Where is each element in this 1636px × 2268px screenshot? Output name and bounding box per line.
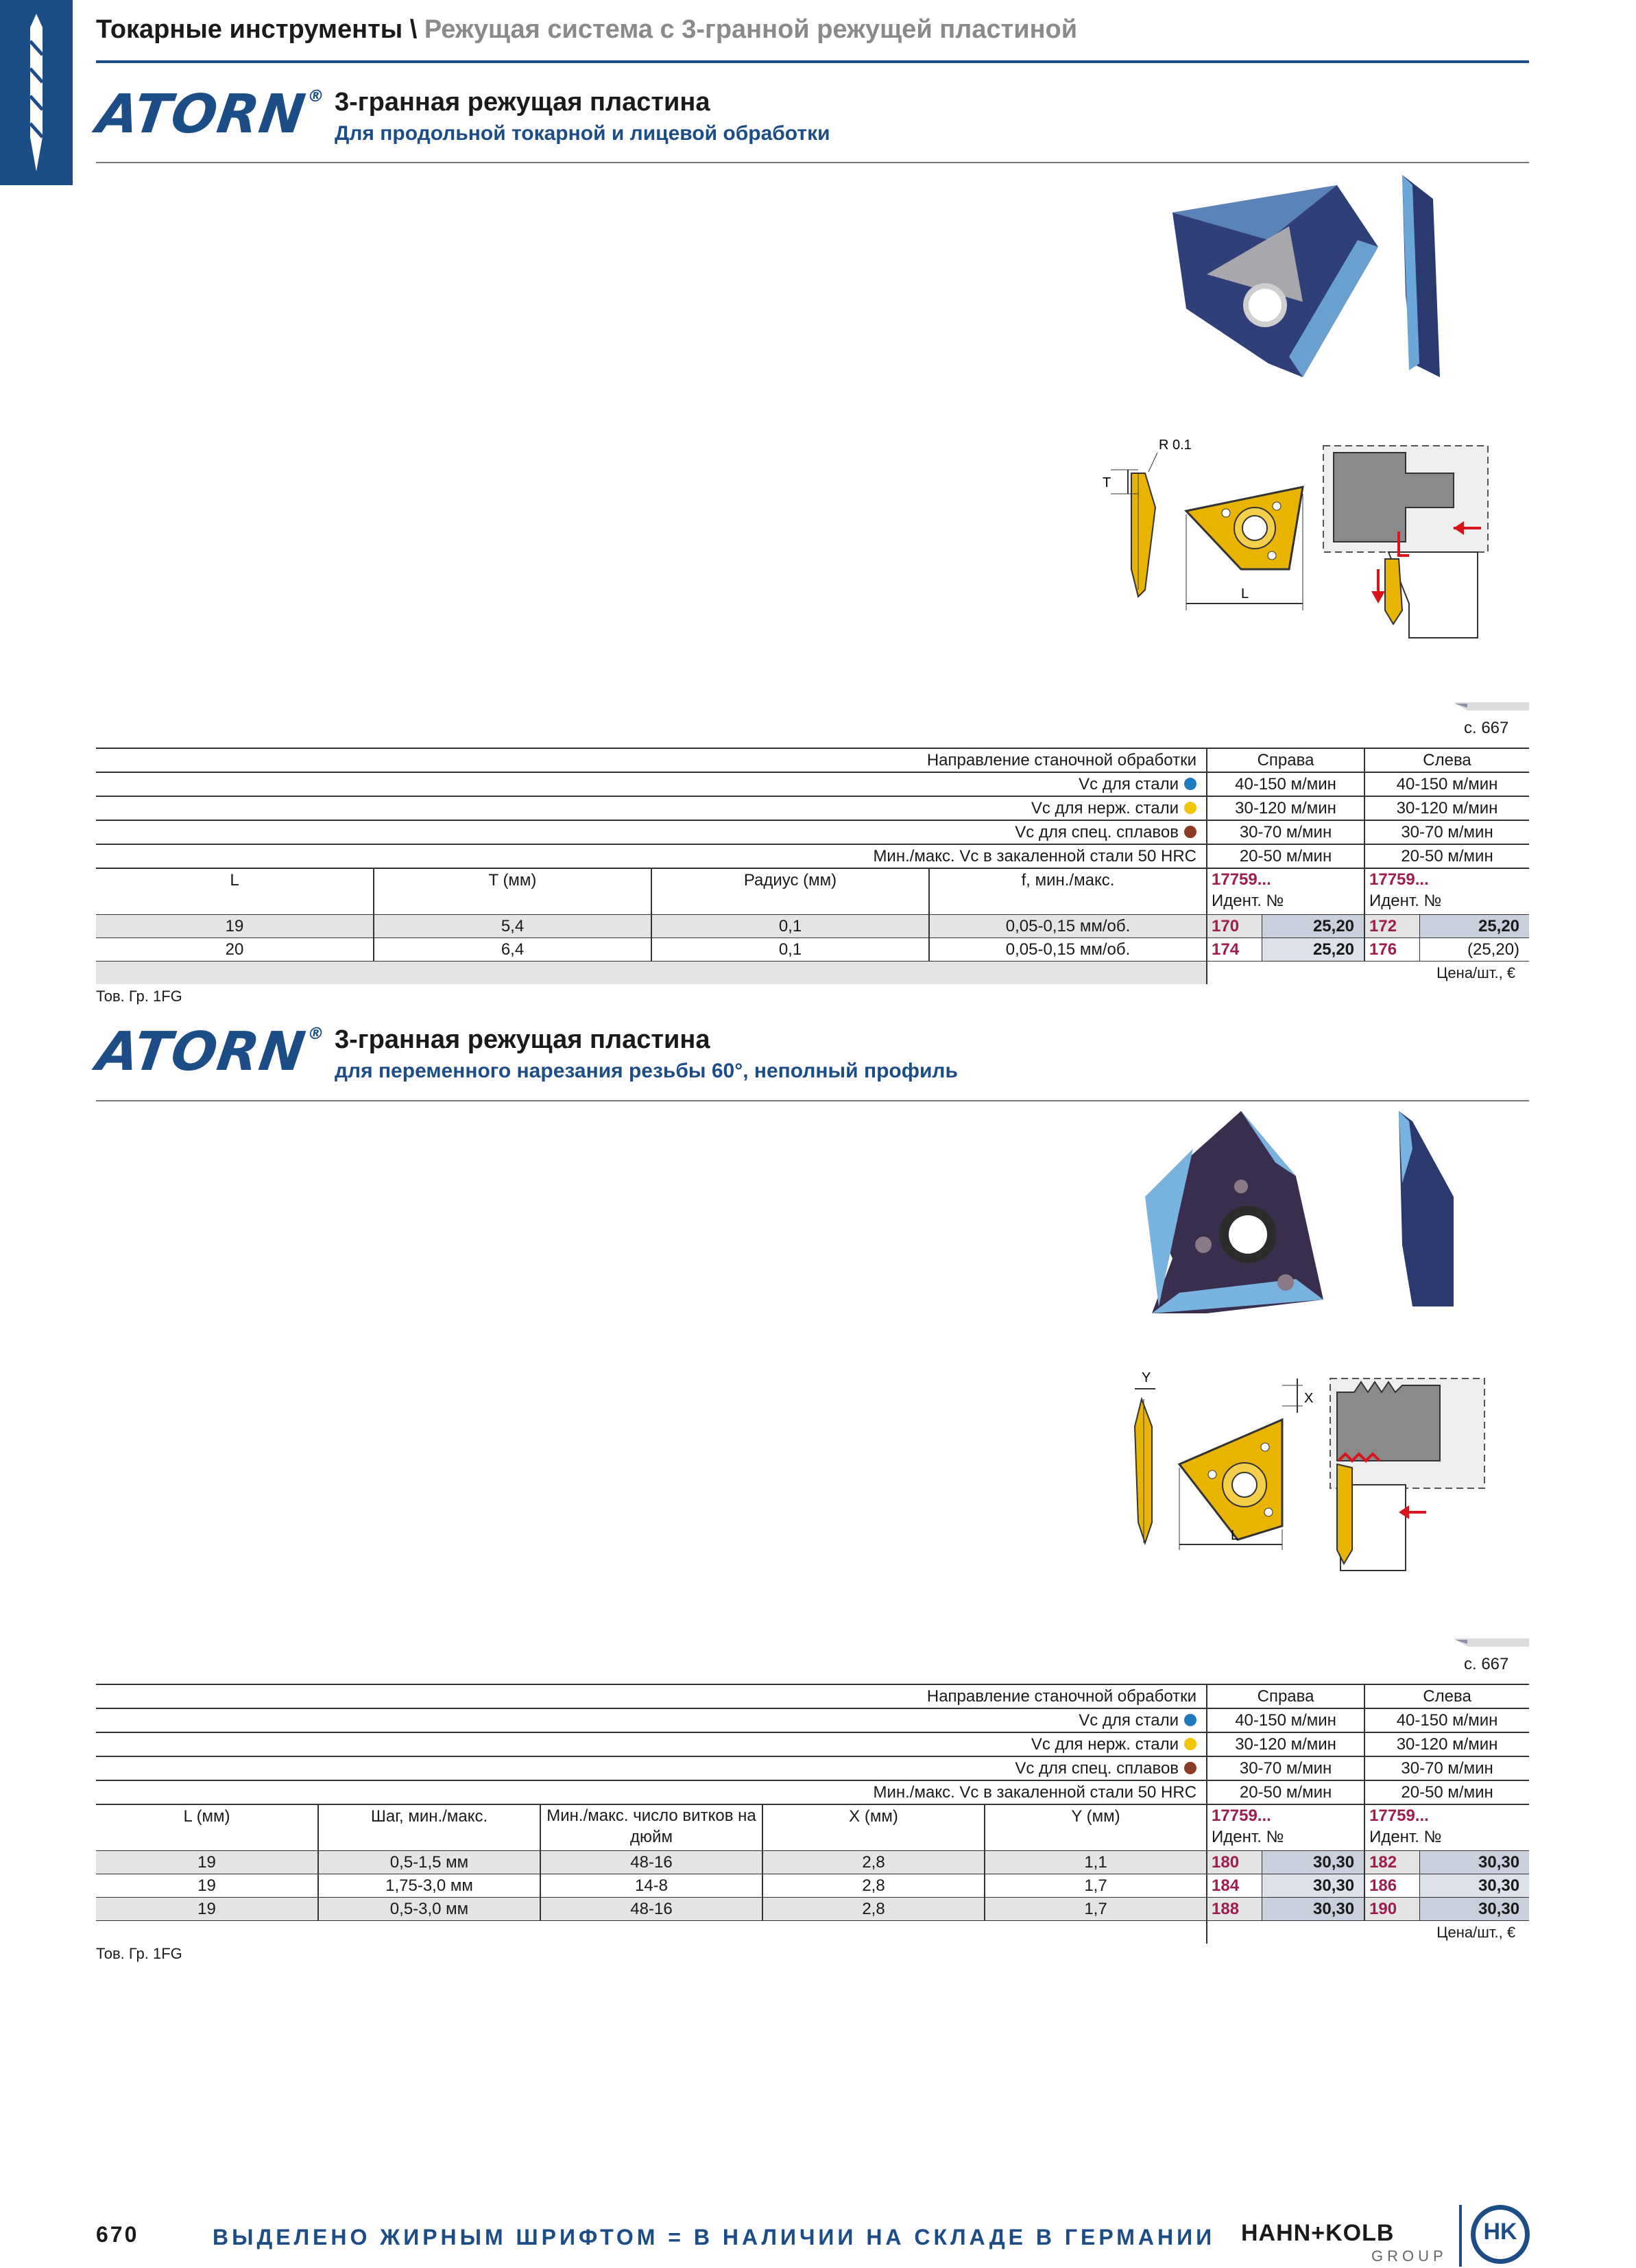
direction-row — [96, 1684, 1529, 1708]
table-cell: 2,8 — [762, 1898, 985, 1921]
condition-left: 30-120 м/мин — [1364, 796, 1529, 820]
table-cell: 48-16 — [540, 1898, 762, 1921]
section-rule — [96, 162, 1529, 163]
condition-right: 40-150 м/мин — [1207, 772, 1364, 796]
page-ref-icon — [1454, 700, 1529, 713]
table-cell: 0,05-0,15 мм/об. — [929, 938, 1207, 962]
column-header: T (мм) — [374, 868, 651, 915]
condition-row — [96, 820, 1529, 844]
company-name: HAHN+KOLB — [1241, 2220, 1395, 2246]
hk-emblem-icon — [1471, 2205, 1530, 2264]
condition-label: Vc для спец. сплавов — [1015, 823, 1179, 841]
right-id[interactable]: 174 — [1207, 938, 1262, 962]
product-group: Тов. Гр. 1FG — [96, 988, 182, 1005]
insert-diagram — [1097, 432, 1495, 652]
condition-row — [96, 844, 1529, 868]
left-id[interactable]: 176 — [1364, 938, 1419, 962]
id-label: Идент. № — [1212, 892, 1284, 910]
stainless-dot-icon — [1184, 802, 1196, 814]
right-id[interactable]: 170 — [1207, 915, 1262, 938]
table-cell: 2,8 — [762, 1851, 985, 1874]
id-prefix: 17759... — [1212, 870, 1271, 889]
left-price: (25,20) — [1419, 938, 1529, 962]
section-subtitle: для переменного нарезания резьбы 60°, неполный профиль — [335, 1060, 958, 1082]
table-cell: 1,7 — [985, 1874, 1207, 1898]
column-header: Шаг, мин./макс. — [318, 1804, 540, 1851]
left-price: 30,30 — [1419, 1898, 1529, 1921]
stainless-dot-icon — [1184, 1738, 1196, 1750]
condition-label: Vc для стали — [1079, 775, 1179, 793]
steel-dot-icon — [1184, 778, 1196, 790]
table-cell: 0,1 — [651, 915, 929, 938]
table-cell: 20 — [96, 938, 374, 962]
condition-left: 30-120 м/мин — [1364, 1732, 1529, 1756]
column-header: L — [96, 868, 374, 915]
thread-insert-diagram — [1097, 1365, 1495, 1598]
side-tab — [0, 0, 73, 185]
table-cell: 0,5-3,0 мм — [318, 1898, 540, 1921]
condition-right: 30-70 м/мин — [1207, 820, 1364, 844]
dim-x-label: X — [1304, 1391, 1314, 1406]
column-header: L (мм) — [96, 1804, 318, 1851]
page-number: 670 — [96, 2222, 139, 2247]
table-cell: 19 — [96, 1851, 318, 1874]
table-cell: 19 — [96, 1898, 318, 1921]
section-title: 3-гранная режущая пластина — [335, 1025, 710, 1054]
condition-right: 40-150 м/мин — [1207, 1708, 1364, 1732]
id-prefix: 17759... — [1369, 1806, 1429, 1825]
right-price: 30,30 — [1262, 1898, 1364, 1921]
page-ref-icon — [1454, 1636, 1529, 1649]
id-label: Идент. № — [1369, 892, 1442, 910]
direction-row — [96, 748, 1529, 772]
table-row — [96, 1851, 1529, 1874]
company-group: GROUP — [1371, 2247, 1447, 2265]
steel-dot-icon — [1184, 1714, 1196, 1726]
column-header: Y (мм) — [985, 1804, 1207, 1851]
condition-label: Мин./макс. Vc в закаленной стали 50 HRC — [96, 844, 1207, 868]
right-price: 25,20 — [1262, 938, 1364, 962]
left-price: 30,30 — [1419, 1851, 1529, 1874]
table-cell: 6,4 — [374, 938, 651, 962]
dim-l-label: L — [1231, 1528, 1239, 1543]
header-rule — [96, 60, 1529, 63]
table-row — [96, 1874, 1529, 1898]
id-label: Идент. № — [1212, 1828, 1284, 1846]
section-rule — [96, 1100, 1529, 1101]
condition-left: 20-50 м/мин — [1364, 844, 1529, 868]
right-price: 30,30 — [1262, 1874, 1364, 1898]
header-subcategory: Режущая система с 3-гранной режущей пластиной — [424, 15, 1078, 44]
price-label: Цена/шт., € — [1207, 962, 1529, 985]
direction-label: Направление станочной обработки — [96, 748, 1207, 772]
table-row — [96, 915, 1529, 938]
header-category: Токарные инструменты — [96, 15, 403, 44]
table-row — [96, 938, 1529, 962]
direction-right: Справа — [1207, 1684, 1364, 1708]
header-separator: \ — [409, 15, 418, 44]
table-cell: 48-16 — [540, 1851, 762, 1874]
thread-insert-photo — [1138, 1108, 1460, 1320]
price-label: Цена/шт., € — [1207, 1921, 1529, 1944]
product-group: Тов. Гр. 1FG — [96, 1945, 182, 1962]
condition-row — [96, 796, 1529, 820]
id-prefix: 17759... — [1369, 870, 1429, 889]
table-cell: 1,7 — [985, 1898, 1207, 1921]
condition-left: 30-70 м/мин — [1364, 820, 1529, 844]
direction-left: Слева — [1364, 748, 1529, 772]
table-cell: 1,1 — [985, 1851, 1207, 1874]
table-cell: 19 — [96, 915, 374, 938]
price-row — [96, 962, 1529, 985]
atorn-logo — [93, 84, 326, 145]
drill-icon — [0, 0, 73, 185]
left-price: 30,30 — [1419, 1874, 1529, 1898]
dim-y-label: Y — [1142, 1370, 1151, 1385]
table-cell: 14-8 — [540, 1874, 762, 1898]
insert-photo — [1131, 171, 1460, 391]
left-id[interactable]: 186 — [1364, 1874, 1419, 1898]
right-id[interactable]: 184 — [1207, 1874, 1262, 1898]
direction-left: Слева — [1364, 1684, 1529, 1708]
condition-label: Vc для спец. сплавов — [1015, 1759, 1179, 1778]
condition-row — [96, 1780, 1529, 1804]
spec-table — [96, 748, 1529, 984]
dim-radius-label: R 0.1 — [1159, 438, 1192, 453]
column-header-row — [96, 868, 1529, 915]
id-label: Идент. № — [1369, 1828, 1442, 1846]
left-id[interactable]: 190 — [1364, 1898, 1419, 1921]
table-cell: 1,75-3,0 мм — [318, 1874, 540, 1898]
logo-text: ATORN — [93, 84, 310, 145]
section-subtitle: Для продольной токарной и лицевой обработки — [335, 122, 830, 145]
right-id[interactable]: 180 — [1207, 1851, 1262, 1874]
condition-right: 30-70 м/мин — [1207, 1756, 1364, 1780]
column-header: Мин./макс. число витков на дюйм — [540, 1804, 762, 1851]
condition-left: 20-50 м/мин — [1364, 1780, 1529, 1804]
condition-row — [96, 772, 1529, 796]
condition-label: Vc для стали — [1079, 1711, 1179, 1730]
stock-note: ВЫДЕЛЕНО ЖИРНЫМ ШРИФТОМ = В НАЛИЧИИ НА СКЛАДЕ В ГЕРМАНИИ — [213, 2225, 1216, 2249]
condition-label: Vc для нерж. стали — [1031, 799, 1179, 817]
left-id[interactable]: 172 — [1364, 915, 1419, 938]
condition-label: Мин./макс. Vc в закаленной стали 50 HRC — [96, 1780, 1207, 1804]
dim-l-label: L — [1241, 586, 1249, 601]
condition-right: 30-120 м/мин — [1207, 796, 1364, 820]
table-cell: 0,5-1,5 мм — [318, 1851, 540, 1874]
condition-left: 40-150 м/мин — [1364, 772, 1529, 796]
left-price: 25,20 — [1419, 915, 1529, 938]
price-row — [96, 1921, 1529, 1944]
condition-right: 30-120 м/мин — [1207, 1732, 1364, 1756]
table-cell: 0,05-0,15 мм/об. — [929, 915, 1207, 938]
table-row — [96, 1898, 1529, 1921]
direction-label: Направление станочной обработки — [96, 1684, 1207, 1708]
table-cell: 19 — [96, 1874, 318, 1898]
hk-emblem-letters: HK — [1483, 2219, 1517, 2245]
direction-right: Справа — [1207, 748, 1364, 772]
table-cell: 5,4 — [374, 915, 651, 938]
column-header: Радиус (мм) — [651, 868, 929, 915]
logo-reg: ® — [306, 1024, 326, 1043]
condition-right: 20-50 м/мин — [1207, 1780, 1364, 1804]
atorn-logo — [93, 1021, 326, 1083]
table-cell: 0,1 — [651, 938, 929, 962]
section-title: 3-гранная режущая пластина — [335, 88, 710, 117]
alloy-dot-icon — [1184, 826, 1196, 838]
spec-table — [96, 1684, 1529, 1944]
column-header: X (мм) — [762, 1804, 985, 1851]
condition-label: Vc для нерж. стали — [1031, 1735, 1179, 1754]
logo-text: ATORN — [93, 1021, 310, 1083]
right-price: 30,30 — [1262, 1851, 1364, 1874]
condition-right: 20-50 м/мин — [1207, 844, 1364, 868]
logo-divider — [1459, 2205, 1462, 2267]
condition-row — [96, 1708, 1529, 1732]
condition-row — [96, 1756, 1529, 1780]
id-prefix: 17759... — [1212, 1806, 1271, 1825]
page-header — [96, 15, 1077, 45]
column-header-row — [96, 1804, 1529, 1851]
condition-left: 30-70 м/мин — [1364, 1756, 1529, 1780]
table-cell: 2,8 — [762, 1874, 985, 1898]
page-ref[interactable]: с. 667 — [1464, 1655, 1509, 1673]
condition-left: 40-150 м/мин — [1364, 1708, 1529, 1732]
right-price: 25,20 — [1262, 915, 1364, 938]
condition-row — [96, 1732, 1529, 1756]
page-ref[interactable]: с. 667 — [1464, 719, 1509, 737]
alloy-dot-icon — [1184, 1762, 1196, 1774]
logo-reg: ® — [306, 86, 326, 106]
column-header: f, мин./макс. — [929, 868, 1207, 915]
right-id[interactable]: 188 — [1207, 1898, 1262, 1921]
dim-t-label: T — [1103, 475, 1111, 490]
left-id[interactable]: 182 — [1364, 1851, 1419, 1874]
